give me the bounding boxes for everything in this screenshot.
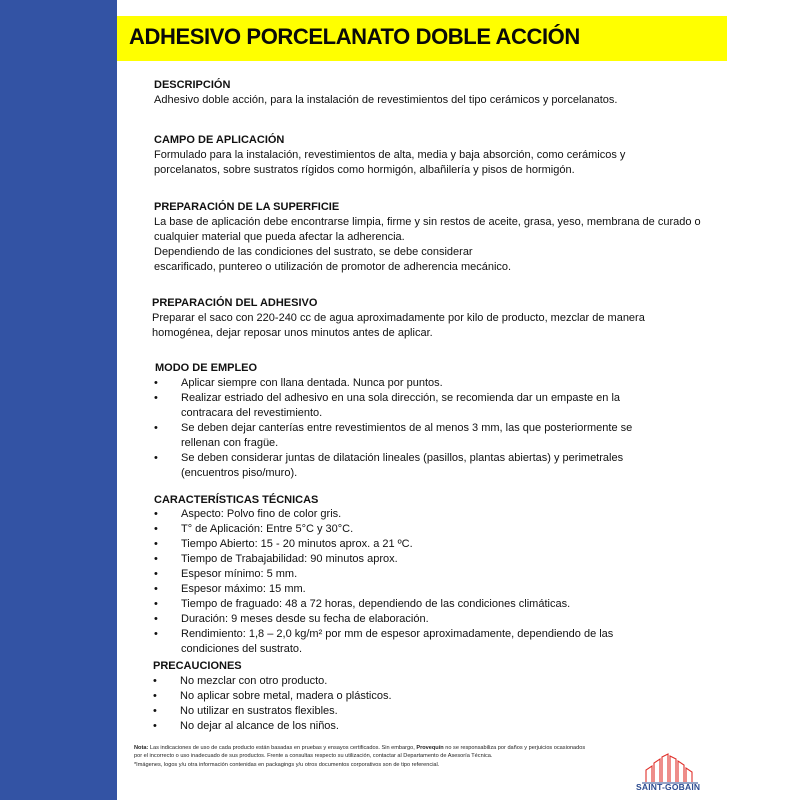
note-label: Nota: <box>134 745 149 751</box>
list-item: • Duración: 9 meses desde su fecha de elaboración. <box>154 612 674 627</box>
descripcion-line: Adhesivo doble acción, para la instalación de revestimientos del tipo cerámicos y porcelanatos. <box>154 94 618 106</box>
section-heading-adhesivo: PREPARACIÓN DEL ADHESIVO <box>152 297 318 309</box>
list-item: • No aplicar sobre metal, madera o plásticos. <box>153 689 673 704</box>
note-text-1: Las indicaciones de uso de cada producto están basadas en pruebas y ensayos certificados. Sin embargo, <box>148 745 417 751</box>
list-item: • Tiempo de Trabajabilidad: 90 minutos aprox. <box>154 552 674 567</box>
tecnicas-list <box>154 507 674 657</box>
list-item: • Tiempo de fraguado: 48 a 72 horas, dependiendo de las condiciones climáticas. <box>154 597 674 612</box>
superficie-line: Dependiendo de las condiciones del sustrato, se debe considerar <box>154 246 473 258</box>
left-color-bar <box>0 0 117 800</box>
list-item: • Aspecto: Polvo fino de color gris. <box>154 507 674 522</box>
list-item: • Espesor mínimo: 5 mm. <box>154 567 674 582</box>
section-heading-tecnicas: CARACTERÍSTICAS TÉCNICAS <box>154 494 319 506</box>
section-heading-descripcion: DESCRIPCIÓN <box>154 79 231 91</box>
list-item: • Realizar estriado del adhesivo en una sola dirección, se recomienda dar un empaste en la contracara del revestimiento. <box>154 391 674 421</box>
superficie-line: cualquier material que pueda afectar la adherencia. <box>154 231 405 243</box>
note-brand: Provequín <box>416 745 444 751</box>
note-line2: *Imágenes, logos y/u otra información contenidas en packagings y/u otros documentos corporativos son de tipo referencial. <box>134 761 440 768</box>
section-heading-superficie: PREPARACIÓN DE LA SUPERFICIE <box>154 201 340 213</box>
page-title: ADHESIVO PORCELANATO DOBLE ACCIÓN <box>129 24 580 49</box>
section-heading-precauciones: PRECAUCIONES <box>153 660 242 672</box>
logo-text: SAINT-GOBAIN <box>636 782 701 792</box>
footnote <box>134 745 594 769</box>
list-item: • T° de Aplicación: Entre 5°C y 30°C. <box>154 522 674 537</box>
section-heading-campo: CAMPO DE APLICACIÓN <box>154 134 285 146</box>
list-item: • Espesor máximo: 15 mm. <box>154 582 674 597</box>
superficie-line: escarificado, puntereo o utilización de promotor de adherencia mecánico. <box>154 261 512 273</box>
modo-list <box>154 376 674 481</box>
superficie-line: La base de aplicación debe encontrarse limpia, firme y sin restos de aceite, grasa, yeso, membrana de curado o <box>154 216 701 228</box>
list-item: • Tiempo Abierto: 15 - 20 minutos aprox. a 21 ºC. <box>154 537 674 552</box>
list-item: • Se deben considerar juntas de dilatación lineales (pasillos, plantas abiertas) y perimetrales (encuentros piso/muro). <box>154 451 674 481</box>
note-text-2: no se responsabiliza por daños y perjuicios ocasionados por el incorrecto o uso inadecuado de sus productos. Frente a consultas respecto su utilización, contactar al Departamento de Asesoría Técnica. <box>134 745 586 759</box>
adhesivo-line: homogénea, dejar reposar unos minutos antes de aplicar. <box>152 327 433 339</box>
list-item: • No mezclar con otro producto. <box>153 674 673 689</box>
campo-line: porcelanatos, sobre sustratos rígidos como hormigón, albañilería y pisos de hormigón. <box>154 164 575 176</box>
section-heading-modo: MODO DE EMPLEO <box>155 362 258 374</box>
adhesivo-line: Preparar el saco con 220-240 cc de agua aproximadamente por kilo de producto, mezclar de manera <box>152 312 645 324</box>
list-item: • Se deben dejar canterías entre revestimientos de al menos 3 mm, las que posteriormente se rellenan con fragüe. <box>154 421 674 451</box>
list-item: • Aplicar siempre con llana dentada. Nunca por puntos. <box>154 376 674 391</box>
precauciones-list <box>153 674 673 734</box>
list-item: • Rendimiento: 1,8 – 2,0 kg/m² por mm de espesor aproximadamente, dependiendo de las condiciones del sustrato. <box>154 627 674 657</box>
campo-line: Formulado para la instalación, revestimientos de alta, media y baja absorción, como cerámicos y <box>154 149 626 161</box>
list-item: • No utilizar en sustratos flexibles. <box>153 704 673 719</box>
list-item: • No dejar al alcance de los niños. <box>153 719 673 734</box>
